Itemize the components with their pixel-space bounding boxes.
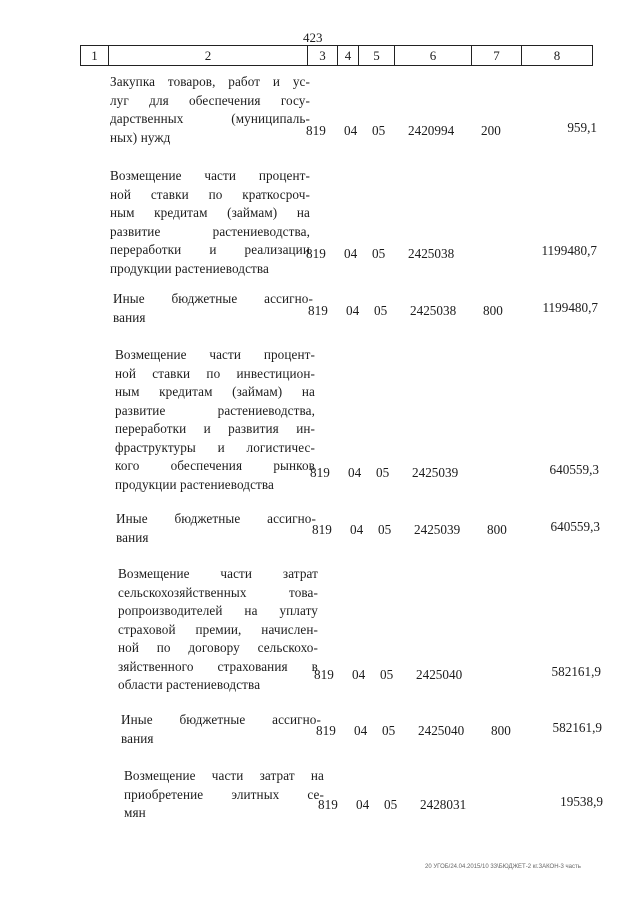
cell-section: 04 bbox=[354, 723, 368, 738]
cell-target: 2425039 bbox=[412, 465, 459, 480]
description-line: ропроизводителей на уплату bbox=[118, 603, 318, 618]
cell-subsection: 05 bbox=[382, 723, 396, 738]
page-number: 423 bbox=[303, 30, 323, 45]
row-description bbox=[118, 565, 318, 695]
header-col-7: 7 bbox=[472, 46, 522, 65]
row-description bbox=[121, 711, 321, 748]
cell-target: 2425039 bbox=[414, 522, 461, 537]
header-col-4: 4 bbox=[338, 46, 359, 65]
cell-section: 04 bbox=[344, 123, 358, 138]
description-line: Возмещение части процент- bbox=[110, 168, 310, 183]
header-col-5: 5 bbox=[359, 46, 395, 65]
description-line: приобретение элитных се- bbox=[124, 786, 324, 802]
description-line: ным кредитам (займам) на bbox=[115, 384, 315, 399]
row-description bbox=[116, 510, 316, 547]
description-line: вания bbox=[121, 730, 154, 746]
table-header bbox=[80, 45, 593, 66]
description-line: Иные бюджетные ассигно- bbox=[121, 712, 321, 727]
description-line: ной ставки по краткосроч- bbox=[110, 186, 310, 202]
description-line: вания bbox=[113, 309, 146, 325]
description-line: продукции растениеводства bbox=[115, 476, 275, 492]
description-line: Закупка товаров, работ и ус- bbox=[110, 74, 310, 89]
cell-section: 04 bbox=[350, 522, 364, 537]
description-line: ной ставки по инвестицион- bbox=[115, 365, 315, 381]
description-line: развитие растениеводства, bbox=[115, 402, 315, 418]
cell-subsection: 05 bbox=[372, 123, 386, 138]
description-line: Возмещение части процент- bbox=[115, 347, 315, 362]
cell-amount: 640559,3 bbox=[550, 519, 600, 534]
header-col-3: 3 bbox=[308, 46, 338, 65]
description-line: Возмещение части затрат bbox=[118, 566, 318, 581]
cell-amount: 582161,9 bbox=[551, 664, 601, 679]
cell-ministry: 819 bbox=[318, 797, 338, 812]
cell-section: 04 bbox=[352, 667, 366, 682]
description-line: вания bbox=[116, 529, 149, 545]
description-line: переработки и развития ин- bbox=[115, 421, 315, 436]
description-line: Иные бюджетные ассигно- bbox=[113, 291, 313, 306]
cell-expense-type: 800 bbox=[483, 303, 503, 318]
cell-ministry: 819 bbox=[310, 465, 330, 480]
cell-target: 2425038 bbox=[408, 246, 455, 261]
description-line: ных) нужд bbox=[110, 129, 171, 145]
cell-expense-type: 800 bbox=[491, 723, 511, 738]
document-footer: 20 УГОБ/24.04.2015/10 33\БЮДЖЕТ-2 кг.ЗАКОН-3 часть bbox=[425, 864, 581, 870]
description-line: ной по договору сельскохо- bbox=[118, 640, 318, 655]
cell-ministry: 819 bbox=[316, 723, 336, 738]
description-line: дарственных (муниципаль- bbox=[110, 111, 310, 126]
description-line: Возмещение части затрат на bbox=[124, 768, 324, 783]
description-line: ным кредитам (займам) на bbox=[110, 205, 310, 220]
description-line: фраструктуры и логистичес- bbox=[115, 439, 315, 455]
cell-target: 2425040 bbox=[418, 723, 465, 738]
cell-ministry: 819 bbox=[306, 246, 326, 261]
cell-ministry: 819 bbox=[308, 303, 328, 318]
cell-section: 04 bbox=[346, 303, 360, 318]
header-col-6: 6 bbox=[395, 46, 472, 65]
description-line: страховой премии, начислен- bbox=[118, 621, 318, 637]
cell-subsection: 05 bbox=[380, 667, 394, 682]
description-line: Иные бюджетные ассигно- bbox=[116, 511, 316, 526]
cell-subsection: 05 bbox=[376, 465, 390, 480]
cell-section: 04 bbox=[356, 797, 370, 812]
cell-subsection: 05 bbox=[378, 522, 392, 537]
cell-amount: 1199480,7 bbox=[541, 243, 597, 258]
row-description bbox=[115, 346, 315, 494]
description-line: продукции растениеводства bbox=[110, 260, 270, 276]
description-line: сельскохозяйственных това- bbox=[118, 584, 318, 600]
cell-expense-type: 200 bbox=[481, 123, 501, 138]
description-line: луг для обеспечения госу- bbox=[110, 92, 310, 108]
cell-subsection: 05 bbox=[384, 797, 398, 812]
cell-amount: 959,1 bbox=[567, 120, 597, 135]
row-description bbox=[113, 290, 313, 327]
row-description bbox=[124, 767, 324, 823]
cell-amount: 582161,9 bbox=[552, 720, 602, 735]
description-line: мян bbox=[124, 805, 146, 820]
description-line: переработки и реализации bbox=[110, 242, 310, 257]
cell-ministry: 819 bbox=[314, 667, 334, 682]
cell-ministry: 819 bbox=[306, 123, 326, 138]
cell-subsection: 05 bbox=[372, 246, 386, 261]
header-col-8: 8 bbox=[553, 47, 561, 63]
cell-ministry: 819 bbox=[312, 522, 332, 537]
cell-target: 2425038 bbox=[410, 303, 457, 318]
cell-amount: 640559,3 bbox=[549, 462, 599, 477]
cell-target: 2428031 bbox=[420, 797, 467, 812]
cell-section: 04 bbox=[344, 246, 358, 261]
cell-target: 2420994 bbox=[408, 123, 455, 138]
cell-amount: 19538,9 bbox=[560, 794, 603, 809]
row-description bbox=[110, 73, 310, 147]
cell-target: 2425040 bbox=[416, 667, 463, 682]
header-col-1: 1 bbox=[81, 46, 109, 65]
cell-subsection: 05 bbox=[374, 303, 388, 318]
cell-amount: 1199480,7 bbox=[542, 300, 598, 315]
cell-expense-type: 800 bbox=[487, 522, 507, 537]
description-line: зяйственного страхования в bbox=[118, 658, 318, 674]
description-line: развитие растениеводства, bbox=[110, 223, 310, 239]
row-description bbox=[110, 167, 310, 278]
cell-section: 04 bbox=[348, 465, 362, 480]
header-col-2: 2 bbox=[109, 46, 308, 65]
description-line: кого обеспечения рынков bbox=[115, 458, 315, 473]
description-line: области растениеводства bbox=[118, 677, 261, 692]
